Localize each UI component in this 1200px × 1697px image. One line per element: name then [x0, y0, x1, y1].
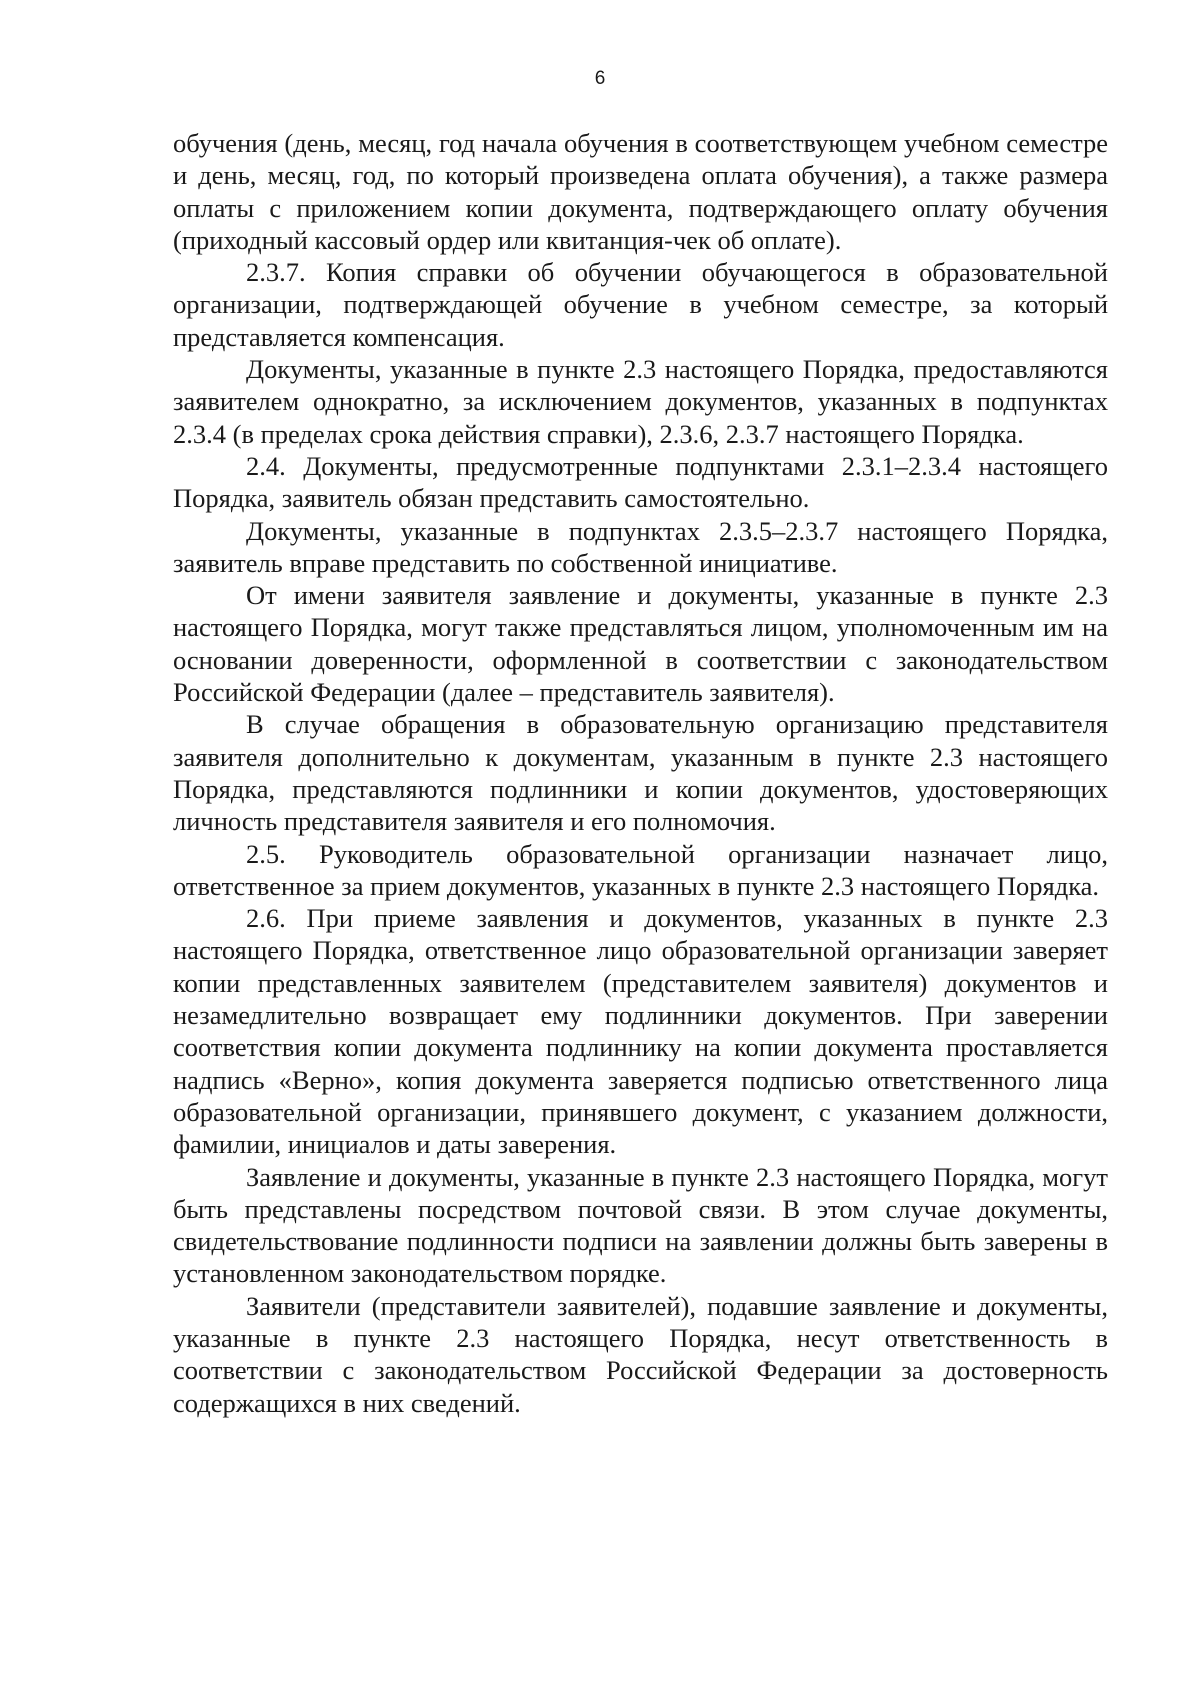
paragraph-postal: Заявление и документы, указанные в пункте 2.3 настоящего Порядка, могут быть представлены посредством почтовой связи. В этом случае документы, свидетельствование подлинности подписи на заявлении должны быть заверены в установленном законодательством порядке. [173, 1161, 1108, 1289]
paragraph-2-3-7: 2.3.7. Копия справки об обучении обучающегося в образовательной организации, подтверждающей обучение в учебном семестре, за который представляется компенсация. [173, 257, 1108, 352]
document-body [173, 127, 1108, 1419]
paragraph-responsibility: Заявители (представители заявителей), подавшие заявление и документы, указанные в пункте 2.3 настоящего Порядка, несут ответственность в соответствии с законодательством Российской Федерации за достоверность содержащихся в них сведений. [173, 1290, 1108, 1418]
paragraph-2-4: 2.4. Документы, предусмотренные подпунктами 2.3.1–2.3.4 настоящего Порядка, заявитель обязан представить самостоятельно. [173, 450, 1108, 514]
paragraph-representative: От имени заявителя заявление и документы, указанные в пункте 2.3 настоящего Порядка, могут также представляться лицом, уполномоченным им на основании доверенности, оформленной в соответствии с законодательством Российской Федерации (далее – представитель заявителя). [173, 580, 1108, 708]
paragraph-2-5: 2.5. Руководитель образовательной организации назначает лицо, ответственное за прием документов, указанных в пункте 2.3 настоящего Порядка. [173, 838, 1108, 901]
page-number: 6 [594, 68, 606, 89]
paragraph-continuation: обучения (день, месяц, год начала обучения в соответствующем учебном семестре и день, месяц, год, по который произведена оплата обучения), а также размера оплаты с приложением копии документа, подтверждающего оплату обучения (приходный кассовый ордер или квитанция-чек об оплате). [173, 128, 1108, 255]
paragraph-representative-documents: В случае обращения в образовательную организацию представителя заявителя дополнительно к документам, указанным в пункте 2.3 настоящего Порядка, представляются подлинники и копии документов, удостоверяющих личность представителя заявителя и его полномочия. [173, 709, 1108, 837]
paragraph-own-initiative: Документы, указанные в подпунктах 2.3.5–2.3.7 настоящего Порядка, заявитель вправе представить по собственной инициативе. [173, 515, 1108, 578]
paragraph-2-6: 2.6. При приеме заявления и документов, указанных в пункте 2.3 настоящего Порядка, ответственное лицо образовательной организации заверяет копии представленных заявителем (представителем заявителя) документов и незамедлительно возвращает ему подлинники документов. При заверении соответствия копии документа подлиннику на копии документа проставляется надпись «Верно», копия документа заверяется подписью ответственного лица образовательной организации, принявшего документ, с указанием должности, фамилии, инициалов и даты заверения. [173, 903, 1108, 1160]
paragraph-documents-once: Документы, указанные в пункте 2.3 настоящего Порядка, предоставляются заявителем однократно, за исключением документов, указанных в подпунктах 2.3.4 (в пределах срока действия справки), 2.3.6, 2.3.7 настоящего Порядка. [173, 354, 1108, 449]
